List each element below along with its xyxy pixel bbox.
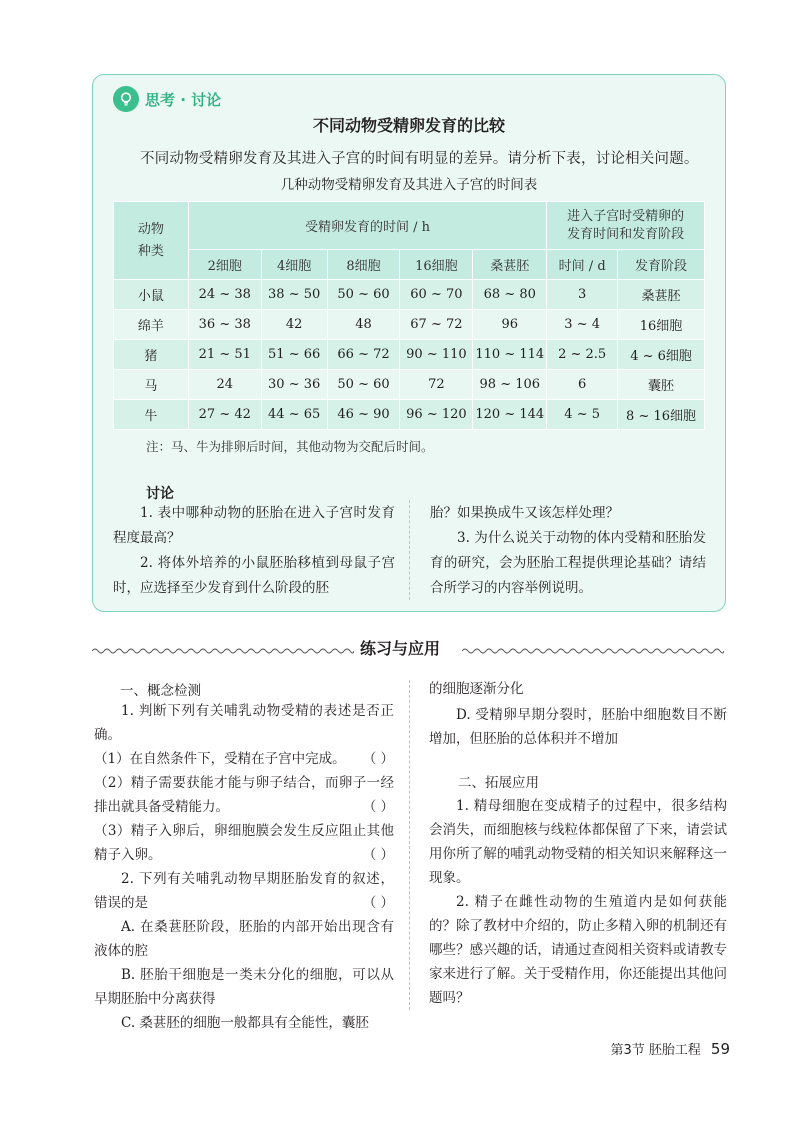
table-cell: 44 ~ 65 <box>261 400 327 430</box>
judgement-item: （1）在自然条件下，受精在子宫中完成。 （ ） <box>94 751 394 767</box>
section-extension: 二、拓展应用 <box>458 775 539 791</box>
header-uterus: 进入子宫时受精卵的 发育时间和发育阶段 <box>547 202 705 250</box>
table-cell: 67 ~ 72 <box>400 310 473 340</box>
table-cell: 90 ~ 110 <box>400 340 473 370</box>
think-discuss-tag <box>113 86 221 112</box>
table-cell: 2 ~ 2.5 <box>547 340 618 370</box>
option-c: C. 桑葚胚的细胞一般都具有全能性，囊胚 <box>121 1015 369 1031</box>
judgement-item: （2）精子需要获能才能与卵子结合，而卵子一经排出就具备受精能力。 （ ） <box>94 775 394 815</box>
table-cell: 马 <box>114 370 189 400</box>
section-concept-check: 一、概念检测 <box>120 683 201 699</box>
table-row <box>114 280 705 310</box>
table-cell: 66 ~ 72 <box>327 340 400 370</box>
table-cell: 3 ~ 4 <box>547 310 618 340</box>
table-cell: 60 ~ 70 <box>400 280 473 310</box>
table-cell: 42 <box>261 310 327 340</box>
table-cell: 51 ~ 66 <box>261 340 327 370</box>
subheader: 4细胞 <box>261 250 327 280</box>
table-note: 注：马、牛为排卵后时间，其他动物为交配后时间。 <box>146 439 434 454</box>
subheader: 8细胞 <box>327 250 400 280</box>
table-cell: 24 ~ 38 <box>188 280 261 310</box>
question-1-stem: 1. 判断下列有关哺乳动物受精的表述是否正确。 <box>94 703 394 743</box>
table-cell: 桑葚胚 <box>618 280 705 310</box>
table-cell: 48 <box>327 310 400 340</box>
table-cell: 囊胚 <box>618 370 705 400</box>
discussion-question-3: 3. 为什么说关于动物的体内受精和胚胎发育的研究，会为胚胎工程提供理论基础？请结合所学习的内容举例说明。 <box>430 530 706 596</box>
question-2-stem: 2. 下列有关哺乳动物早期胚胎发育的叙述，错误的是 （ ） <box>94 871 394 911</box>
table-cell: 8 ~ 16细胞 <box>618 400 705 430</box>
tag-label: 思考 · 讨论 <box>145 90 222 109</box>
table-row <box>114 370 705 400</box>
table-row <box>114 310 705 340</box>
table-cell: 68 ~ 80 <box>473 280 547 310</box>
discussion-question-2: 2. 将体外培养的小鼠胚胎移植到母鼠子宫时，应选择至少发育到什么阶段的胚 <box>113 555 395 596</box>
wave-divider-right <box>462 647 724 655</box>
exercise-title: 练习与应用 <box>359 639 440 658</box>
page-footer <box>611 1039 731 1058</box>
header-species: 动物 种类 <box>114 202 189 280</box>
table-cell: 牛 <box>114 400 189 430</box>
intro-text: 不同动物受精卵发育及其进入子宫的时间有明显的差异。请分析下表，讨论相关问题。 <box>140 151 699 167</box>
discussion-heading: 讨论 <box>146 486 174 502</box>
discussion-question-2-cont: 胎？如果换成牛又该怎样处理？ <box>430 505 619 521</box>
table-row <box>114 400 705 430</box>
table-cell: 96 ~ 120 <box>400 400 473 430</box>
left-column <box>94 699 394 1035</box>
page-number: 59 <box>710 1040 730 1058</box>
subheader: 时间 / d <box>547 250 618 280</box>
table-cell: 46 ~ 90 <box>327 400 400 430</box>
option-b: B. 胚胎干细胞是一类未分化的细胞，可以从早期胚胎中分离获得 <box>94 967 394 1007</box>
table-cell: 16细胞 <box>618 310 705 340</box>
extension-question-1: 1. 精母细胞在变成精子的过程中，很多结构会消失，而细胞核与线粒体都保留了下来，请尝试用你所了解的哺乳动物受精的相关知识来解释这一现象。 <box>429 798 727 886</box>
table-cell: 27 ~ 42 <box>188 400 261 430</box>
right-column <box>429 677 727 751</box>
table-cell: 72 <box>400 370 473 400</box>
option-a: A. 在桑葚胚阶段，胚胎的内部开始出现含有液体的腔 <box>94 919 394 959</box>
table-cell: 120 ~ 144 <box>473 400 547 430</box>
option-c-cont: 的细胞逐渐分化 <box>429 681 524 697</box>
table-cell: 96 <box>473 310 547 340</box>
table-cell: 110 ~ 114 <box>473 340 547 370</box>
table-row <box>114 340 705 370</box>
table-cell: 36 ~ 38 <box>188 310 261 340</box>
subheader: 2细胞 <box>188 250 261 280</box>
subheader: 桑葚胚 <box>473 250 547 280</box>
footer-section: 第3节 胚胎工程 <box>610 1043 701 1058</box>
table-cell: 猪 <box>114 340 189 370</box>
header-dev-time: 受精卵发育的时间 / h <box>188 202 546 250</box>
table-cell: 3 <box>547 280 618 310</box>
table-cell: 4 ~ 5 <box>547 400 618 430</box>
table-cell: 50 ~ 60 <box>327 370 400 400</box>
column-divider <box>409 500 410 600</box>
development-table <box>113 201 705 430</box>
table-caption: 几种动物受精卵发育及其进入子宫的时间表 <box>280 177 538 193</box>
lightbulb-icon <box>113 86 139 112</box>
table-cell: 38 ~ 50 <box>261 280 327 310</box>
table-cell: 98 ~ 106 <box>473 370 547 400</box>
table-cell: 小鼠 <box>114 280 189 310</box>
table-cell: 6 <box>547 370 618 400</box>
judgement-item: （3）精子入卵后，卵细胞膜会发生反应阻止其他精子入卵。 （ ） <box>94 823 394 863</box>
table-cell: 24 <box>188 370 261 400</box>
extension-column <box>429 794 727 1010</box>
table-cell: 21 ~ 51 <box>188 340 261 370</box>
table-cell: 30 ~ 36 <box>261 370 327 400</box>
subheader: 16细胞 <box>400 250 473 280</box>
discussion-question-1: 1. 表中哪种动物的胚胎在进入子宫时发育程度最高？ <box>113 505 395 546</box>
subheader: 发育阶段 <box>618 250 705 280</box>
box-title: 不同动物受精卵发育的比较 <box>312 116 505 135</box>
table-cell: 4 ~ 6细胞 <box>618 340 705 370</box>
table-cell: 50 ~ 60 <box>327 280 400 310</box>
option-d: D. 受精卵早期分裂时，胚胎中细胞数目不断增加，但胚胎的总体积并不增加 <box>429 707 727 747</box>
column-divider <box>409 680 410 1010</box>
table-cell: 绵羊 <box>114 310 189 340</box>
extension-question-2: 2. 精子在雌性动物的生殖道内是如何获能的？除了教材中介绍的，防止多精入卵的机制还有哪些？感兴趣的话，请通过查阅相关资料或请教专家来进行了解。关于受精作用，你还能提出其他问题吗？ <box>429 894 727 1006</box>
